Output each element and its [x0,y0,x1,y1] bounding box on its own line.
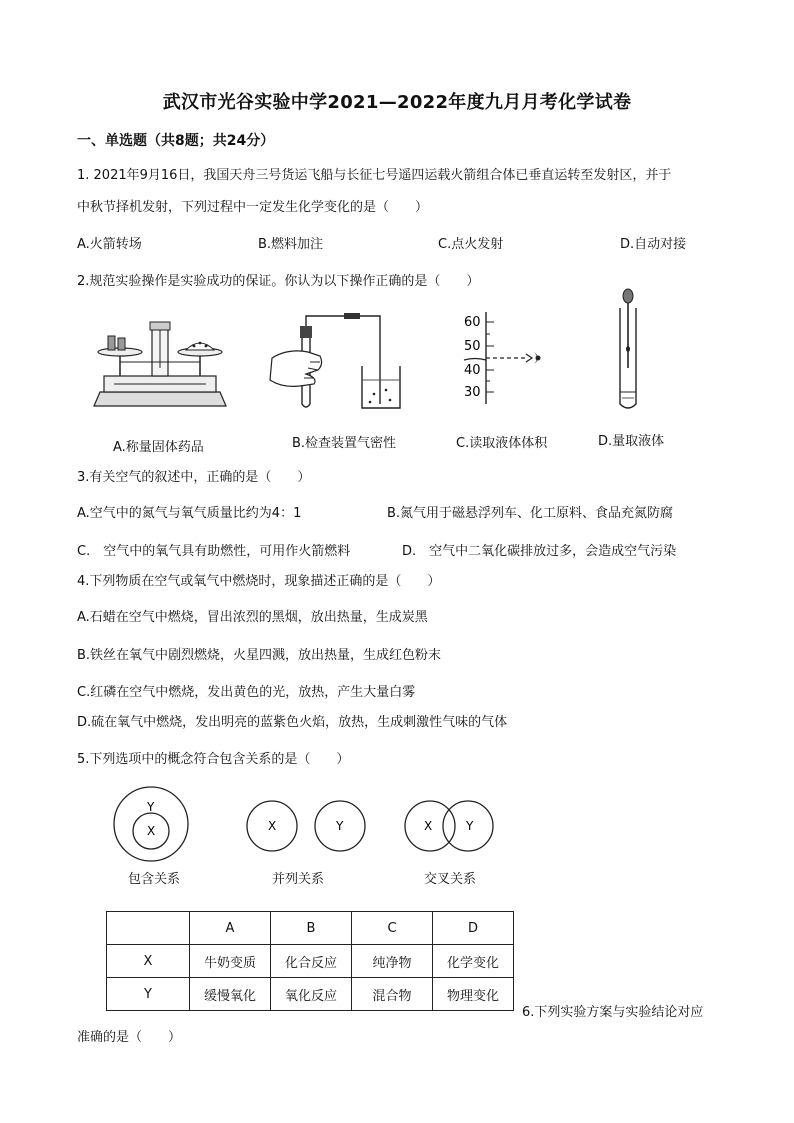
q2-caption-a: A.称量固体药品 [113,440,204,455]
table-cell: 牛奶变质 [190,945,271,978]
label-x: X [424,819,433,833]
diagram-label-intersection: 交叉关系 [424,872,477,887]
table-cell: D [433,912,514,945]
label-x: X [268,819,277,833]
q4-option-d: D.硫在氧气中燃烧，发出明亮的蓝紫色火焰，放热，生成刺激性气味的气体 [77,715,508,730]
table-cell: C [352,912,433,945]
table-cell: B [271,912,352,945]
q2-caption-b: B.检查装置气密性 [292,436,397,451]
airtightness-figure [262,312,412,412]
q4-option-b: B.铁丝在氧气中剧烈燃烧，火星四溅，放出热量，生成红色粉末 [77,648,442,663]
parallel-diagram [246,800,370,852]
table-row [107,978,514,1011]
q1-option-d: D.自动对接 [620,237,687,252]
q3-option-a: A.空气中的氮气与氧气质量比约为4：1 [77,506,302,521]
label-y: Y [336,819,344,833]
intersection-diagram [404,800,500,852]
table-cell: 氧化反应 [271,978,352,1011]
cylinder-tick-label: 50 [464,339,481,354]
label-x: X [147,824,156,838]
balance-figure [90,318,230,410]
q2-caption-d: D.量取液体 [598,434,665,449]
q3-option-b: B.氮气用于磁悬浮列车、化工原料、食品充氮防腐 [387,506,674,521]
q4-option-a: A.石蜡在空气中燃烧，冒出浓烈的黑烟，放出热量，生成炭黑 [77,610,428,625]
label-y: Y [466,819,474,833]
table-cell: A [190,912,271,945]
table-cell: 混合物 [352,978,433,1011]
q3-text: 3.有关空气的叙述中，正确的是（ ） [77,470,311,485]
q2-caption-c: C.读取液体体积 [456,436,548,451]
section-heading: 一、单选题（共8题；共24分） [77,133,275,149]
table-cell: 物理变化 [433,978,514,1011]
cylinder-tick-label: 60 [464,315,481,330]
cylinder-tick-label: 30 [464,385,481,400]
table-cell: Y [107,978,190,1011]
table-row [107,912,514,945]
q1-option-c: C.点火发射 [438,237,504,252]
inclusion-diagram [106,784,196,864]
cylinder-reading-figure [458,310,558,406]
q3-option-c: C. 空气中的氧气具有助燃性，可用作火箭燃料 [77,544,351,559]
q1-option-b: B.燃料加注 [258,237,324,252]
table-cell: X [107,945,190,978]
q1-option-a: A.火箭转场 [77,237,142,252]
q6-text-line1: 6.下列实验方案与实验结论对应 [522,1005,704,1020]
table-cell: 化合反应 [271,945,352,978]
table-cell: 缓慢氧化 [190,978,271,1011]
table-row [107,945,514,978]
table-cell: 纯净物 [352,945,433,978]
table-cell [107,912,190,945]
q5-text: 5.下列选项中的概念符合包含关系的是（ ） [77,752,350,767]
dropper-figure [608,288,648,414]
label-y: Y [147,800,155,814]
q4-text: 4.下列物质在空气或氧气中燃烧时，现象描述正确的是（ ） [77,574,441,589]
q5-concept-table [106,911,514,1011]
page-title: 武汉市光谷实验中学2021—2022年度九月月考化学试卷 [162,92,632,113]
q1-text-line1: 1. 2021年9月16日，我国天舟三号货运飞船与长征七号遥四运载火箭组合体已垂直运转至发射区，并于 [77,168,672,183]
q1-text-line2: 中秋节择机发射，下列过程中一定发生化学变化的是（ ） [77,200,429,215]
cylinder-tick-label: 40 [464,363,481,378]
table-cell: 化学变化 [433,945,514,978]
diagram-label-parallel: 并列关系 [272,872,325,887]
diagram-label-inclusion: 包含关系 [128,872,181,887]
q4-option-c: C.红磷在空气中燃烧，发出黄色的光，放热，产生大量白雾 [77,685,416,700]
q2-text: 2.规范实验操作是实验成功的保证。你认为以下操作正确的是（ ） [77,274,480,289]
q6-text-line2: 准确的是（ ） [77,1030,182,1045]
q3-option-d: D. 空气中二氧化碳排放过多，会造成空气污染 [402,544,677,559]
